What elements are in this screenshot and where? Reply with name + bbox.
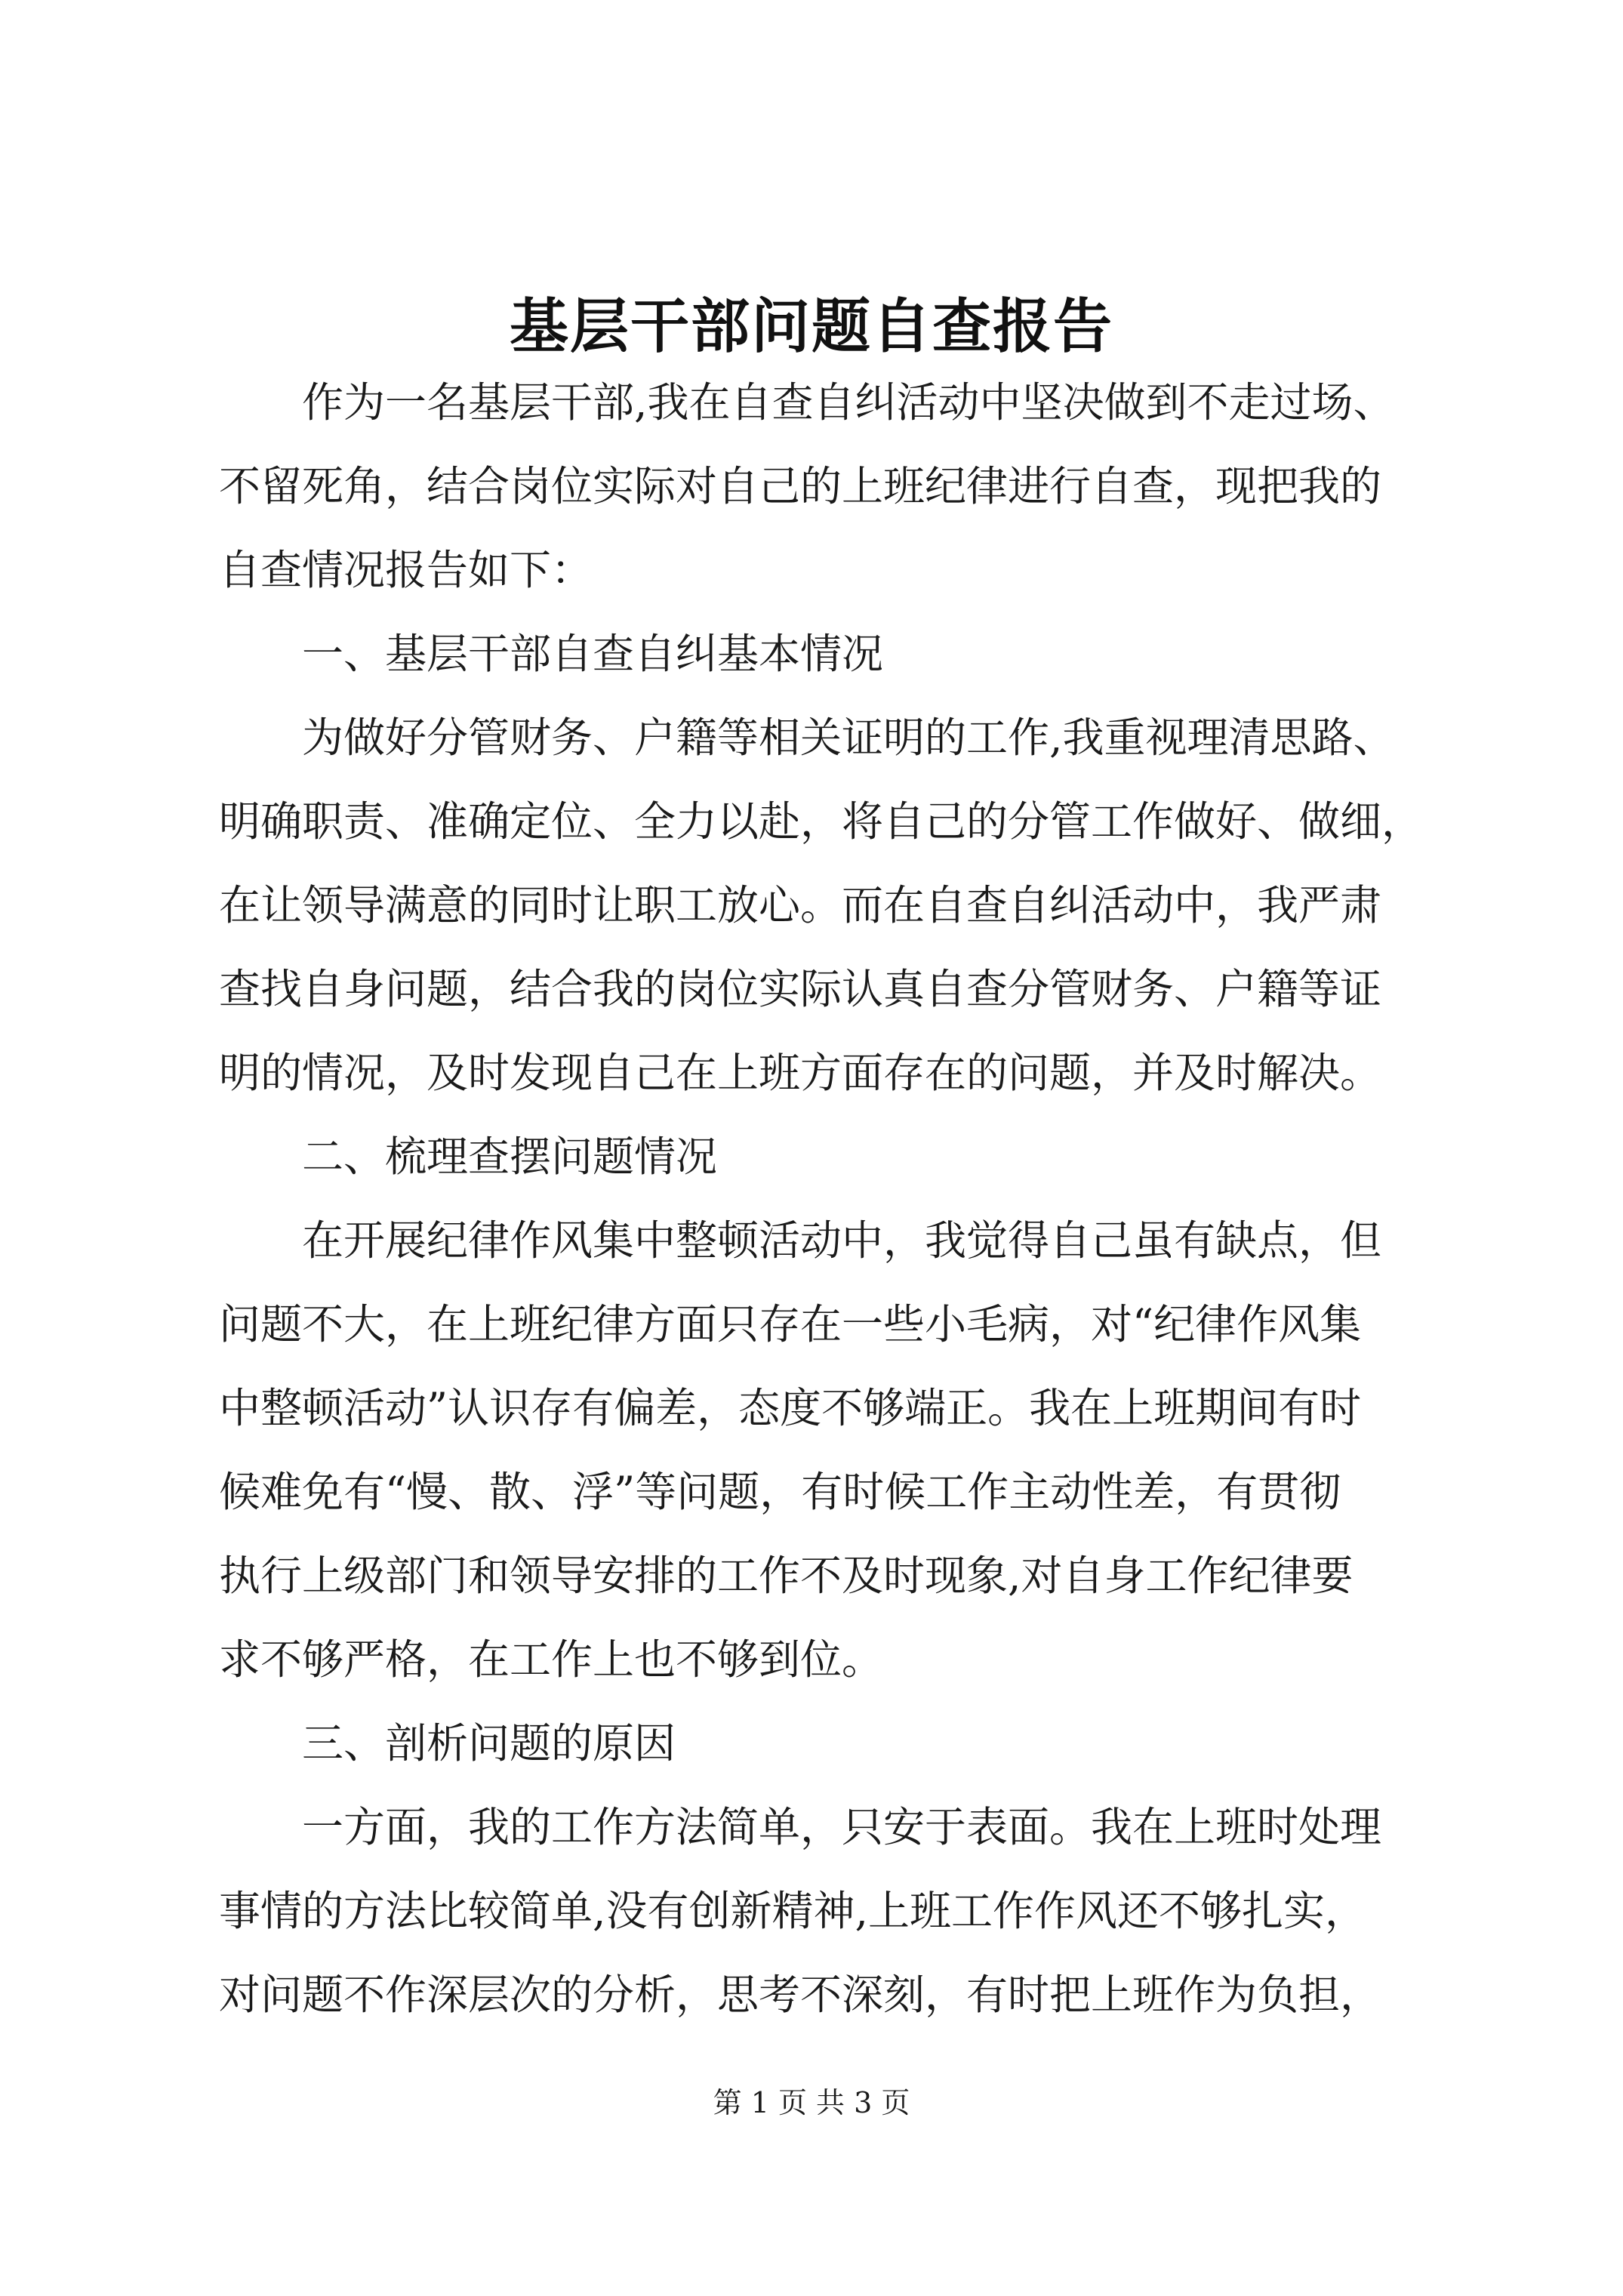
section-heading: 一、基层干部自查自纠基本情况 [302,630,884,678]
paragraph-line: 作为一名基层干部,我在自查自纠活动中坚决做到不走过场、 [302,378,1395,427]
section-heading: 三、剖析问题的原因 [302,1719,676,1767]
paragraph-line: 为做好分管财务、户籍等相关证明的工作,我重视理清思路、 [302,713,1395,762]
paragraph-line: 自查情况报告如下： [219,546,593,594]
paragraph-line: 明确职责、准确定位、全力以赴，将自己的分管工作做好、做细， [219,797,1424,846]
page-number-footer: 第 1 页 共 3 页 [713,2086,910,2119]
paragraph-line: 中整顿活动”认识存有偏差，态度不够端正。我在上班期间有时 [219,1384,1362,1432]
paragraph-line: 问题不大，在上班纪律方面只存在一些小毛病，对“纪律作风集 [219,1300,1362,1348]
paragraph-line: 明的情况，及时发现自己在上班方面存在的问题，并及时解决。 [219,1049,1382,1097]
paragraph-line: 在让领导满意的同时让职工放心。而在自查自纠活动中，我严肃 [219,881,1382,929]
paragraph-line: 查找自身问题，结合我的岗位实际认真自查分管财务、户籍等证 [219,965,1382,1013]
paragraph-line: 一方面，我的工作方法简单，只安于表面。我在上班时处理 [302,1803,1382,1851]
paragraph-line: 求不够严格，在工作上也不够到位。 [219,1635,884,1684]
section-heading: 二、梳理查摆问题情况 [302,1133,718,1181]
paragraph-line: 候难免有“慢、散、浮”等问题，有时候工作主动性差，有贯彻 [219,1468,1341,1516]
paragraph-line: 在开展纪律作风集中整顿活动中，我觉得自己虽有缺点，但 [302,1216,1382,1265]
paragraph-line: 事情的方法比较简单,没有创新精神,上班工作作风还不够扎实， [219,1887,1366,1935]
paragraph-line: 不留死角，结合岗位实际对自己的上班纪律进行自查，现把我的 [219,462,1382,510]
document-title: 基层干部问题自查报告 [509,293,1113,361]
paragraph-line: 执行上级部门和领导安排的工作不及时现象,对自身工作纪律要 [219,1552,1354,1600]
paragraph-line: 对问题不作深层次的分析，思考不深刻，有时把上班作为负担， [219,1971,1382,2019]
